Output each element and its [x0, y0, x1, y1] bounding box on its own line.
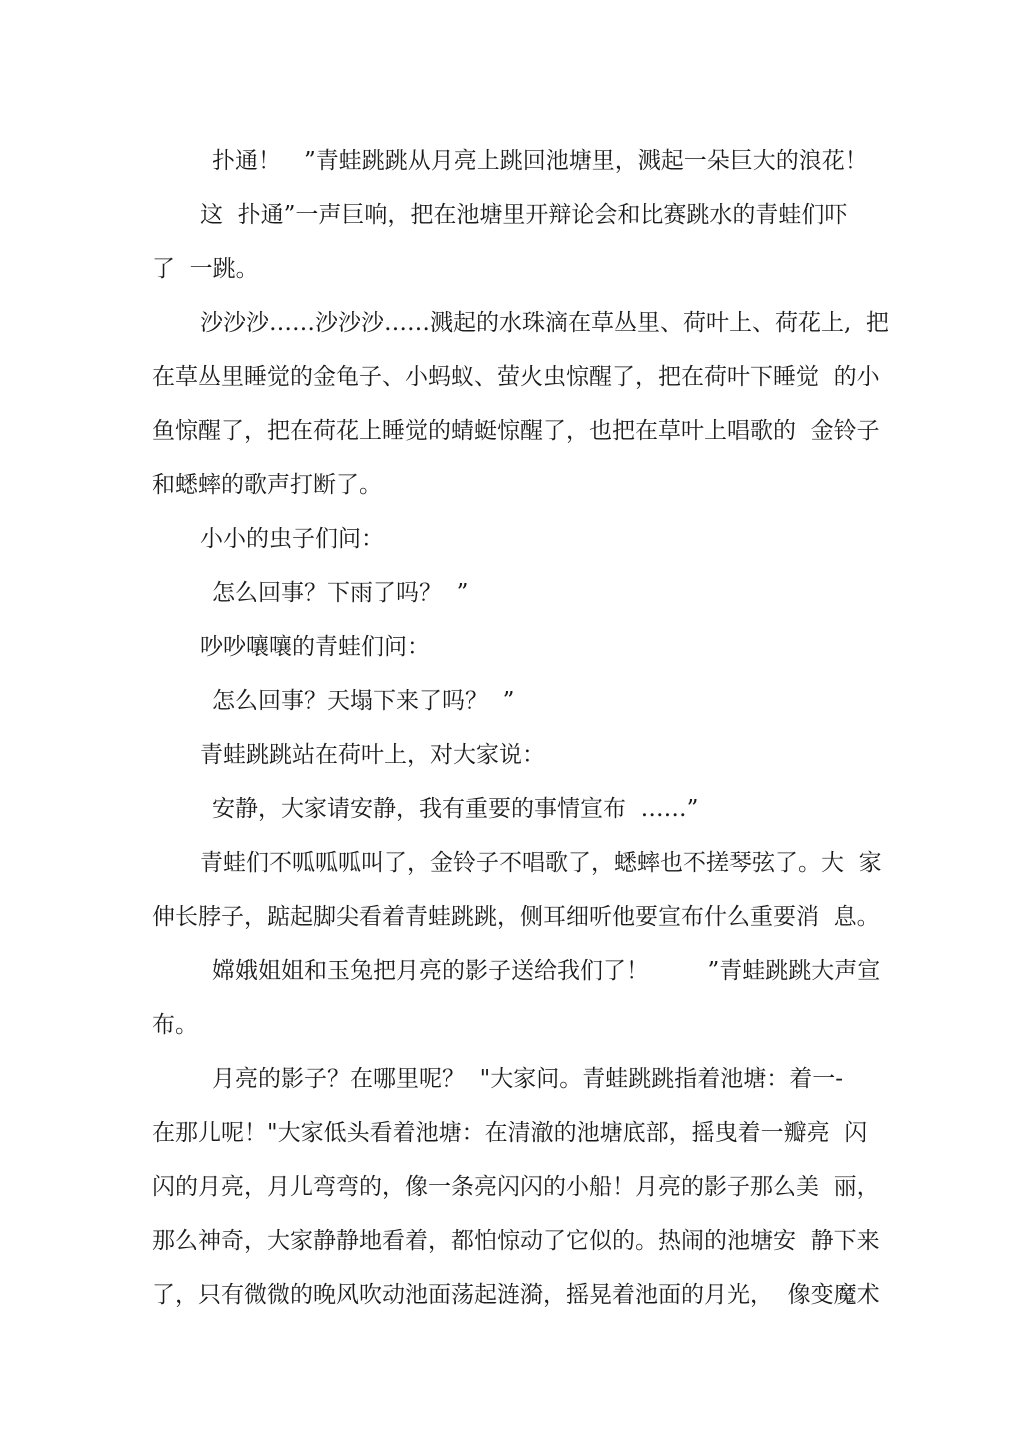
- text-line: 扑通！ ”青蛙跳跳从月亮上跳回池塘里，溅起一朵巨大的浪花！: [212, 148, 868, 174]
- text-line: 安静，大家请安静，我有重要的事情宣布 ……”: [212, 796, 699, 822]
- text-line: 闪的月亮，月儿弯弯的，像一条亮闪闪的小船！月亮的影子那么美 丽，: [152, 1174, 880, 1200]
- text-line: 沙沙沙……沙沙沙……溅起的水珠滴在草丛里、荷叶上、荷花上, 把: [200, 310, 889, 336]
- text-line: 布。: [152, 1012, 198, 1038]
- text-line: 在那儿呢！"大家低头看着池塘：在清澈的池塘底部，摇曳着一瓣亮 闪: [152, 1120, 868, 1146]
- text-line: 青蛙们不呱呱呱叫了，金铃子不唱歌了，蟋蟀也不搓琴弦了。大 家: [200, 850, 882, 876]
- text-line: 嫦娥姐姐和玉兔把月亮的影子送给我们了！ ”青蛙跳跳大声宣: [212, 958, 881, 984]
- text-line: 了 一跳。: [152, 256, 259, 282]
- text-line: 青蛙跳跳站在荷叶上，对大家说：: [200, 742, 545, 768]
- text-line: 了，只有微微的晚风吹动池面荡起涟漪，摇晃着池面的月光， 像变魔术: [152, 1282, 880, 1308]
- text-line: 月亮的影子？在哪里呢？ "大家问。青蛙跳跳指着池塘：着一-: [212, 1066, 843, 1092]
- text-line: 怎么回事？天塌下来了吗？ ”: [212, 688, 515, 714]
- text-line: 和蟋蟀的歌声打断了。: [152, 472, 382, 498]
- text-line: 那么神奇，大家静静地看着，都怕惊动了它似的。热闹的池塘安 静下来: [152, 1228, 880, 1254]
- text-line: 吵吵嚷嚷的青蛙们问：: [200, 634, 430, 660]
- text-line: 伸长脖子，踮起脚尖看着青蛙跳跳，侧耳细听他要宣布什么重要消 息。: [152, 904, 880, 930]
- text-line: 鱼惊醒了，把在荷花上睡觉的蜻蜓惊醒了，也把在草叶上唱歌的 金铃子: [152, 418, 880, 444]
- text-line: 这 扑通”一声巨响，把在池塘里开辩论会和比赛跳水的青蛙们吓: [200, 202, 848, 228]
- text-line: 在草丛里睡觉的金龟子、小蚂蚁、萤火虫惊醒了，把在荷叶下睡觉 的小: [152, 364, 880, 390]
- text-line: 小小的虫子们问：: [200, 526, 384, 552]
- text-line: 怎么回事？下雨了吗？ ”: [212, 580, 469, 606]
